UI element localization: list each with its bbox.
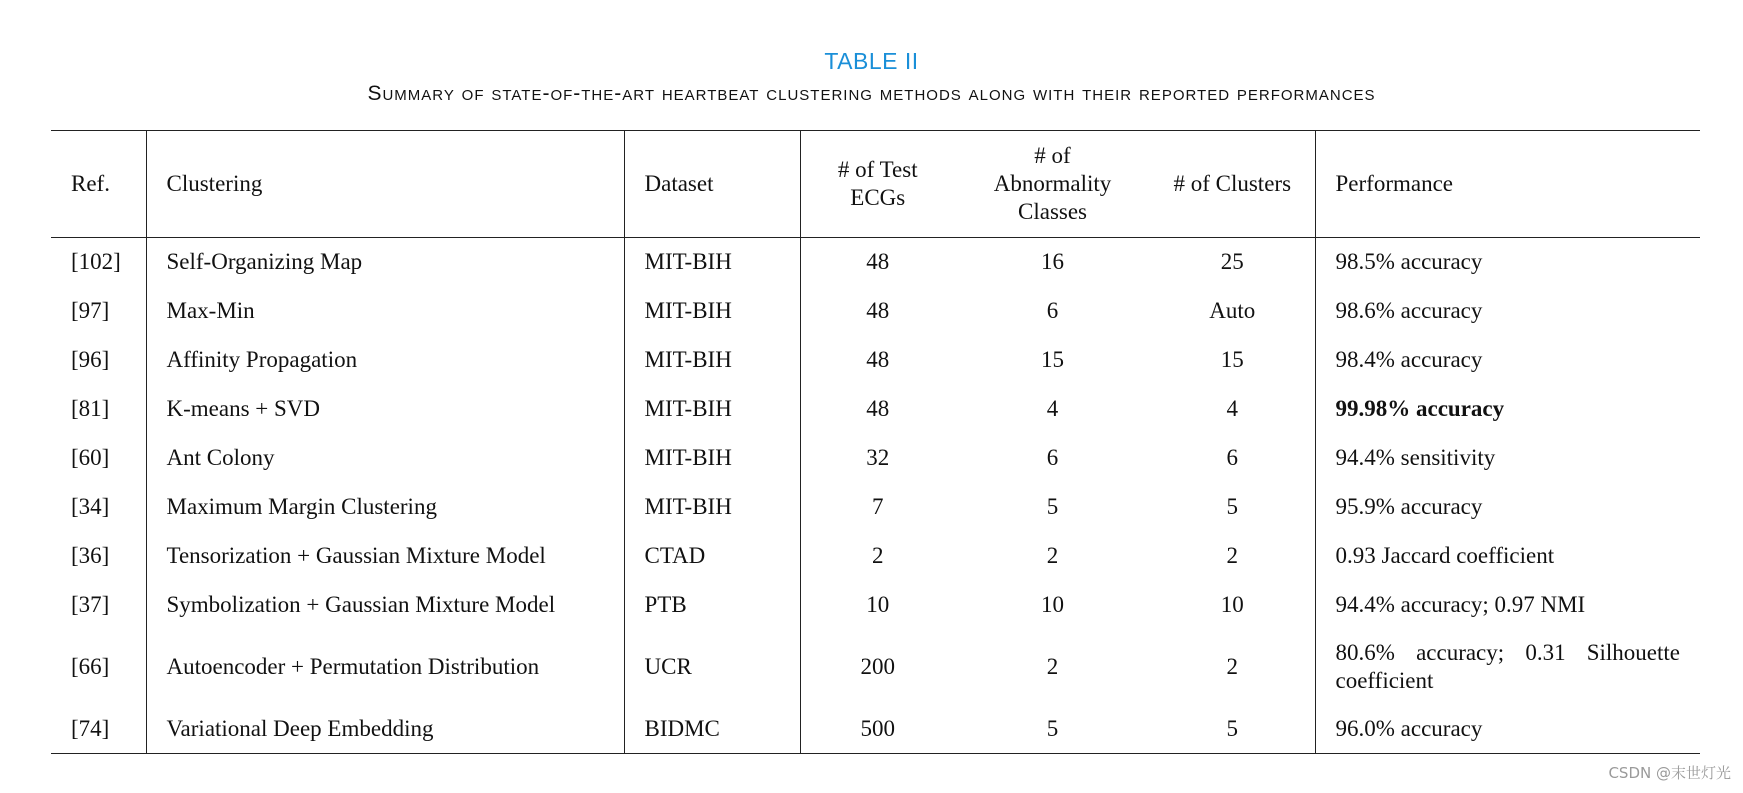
cell-performance-best: 99.98% accuracy xyxy=(1315,385,1700,434)
cell-performance: 80.6% accuracy; 0.31 Silhouette coefficient xyxy=(1315,630,1700,705)
cell-classes: 16 xyxy=(1041,249,1064,275)
cell-ref: [102] xyxy=(71,249,121,275)
cell-classes: 6 xyxy=(1046,298,1059,323)
table-label: TABLE II xyxy=(824,48,919,74)
cell-dataset: MIT-BIH xyxy=(624,434,800,483)
cell-clustering: Affinity Propagation xyxy=(146,336,624,385)
watermark: CSDN @末世灯光 xyxy=(1608,764,1731,782)
cell-clusters: 25 xyxy=(1220,249,1244,275)
cell-test-ecgs: 10 xyxy=(800,581,955,630)
cell-classes: 2 xyxy=(1046,543,1059,568)
cell-dataset: MIT-BIH xyxy=(624,483,800,532)
cell-test-ecgs: 200 xyxy=(800,630,955,705)
cell-test-ecgs: 2 xyxy=(800,532,955,581)
header-performance: Performance xyxy=(1315,131,1700,238)
cell-clustering: Variational Deep Embedding xyxy=(146,705,624,754)
cell-clusters: 5 xyxy=(1150,705,1315,754)
cell-performance: 98.5% accuracy xyxy=(1315,238,1700,287)
cell-dataset: UCR xyxy=(624,630,800,705)
header-ref: Ref. xyxy=(51,131,146,238)
cell-performance: 94.4% sensitivity xyxy=(1315,434,1700,483)
cell-clusters: 6 xyxy=(1226,445,1238,470)
table-row xyxy=(51,581,1700,630)
cell-test-ecgs: 48 xyxy=(800,385,955,434)
header-abnormality-classes: # of Abnormality Classes xyxy=(955,131,1150,238)
cell-ref: [66] xyxy=(71,654,110,679)
cell-ref: [34] xyxy=(71,494,110,519)
cell-ref: [96] xyxy=(71,347,110,372)
cell-ref: [81] xyxy=(71,396,110,421)
cell-classes: 6 xyxy=(1046,445,1059,470)
cell-test-ecgs: 32 xyxy=(800,434,955,483)
cell-clustering: Maximum Margin Clustering xyxy=(146,483,624,532)
cell-performance: 96.0% accuracy xyxy=(1315,705,1700,754)
cell-ref: [60] xyxy=(71,445,110,470)
table-row xyxy=(51,385,1700,434)
cell-clusters: 2 xyxy=(1226,543,1238,568)
table-row xyxy=(51,238,1700,287)
table-row xyxy=(51,630,1700,705)
header-clustering: Clustering xyxy=(146,131,624,238)
cell-test-ecgs: 48 xyxy=(800,238,955,287)
cell-classes: 4 xyxy=(1046,396,1059,421)
cell-clustering: K-means + SVD xyxy=(146,385,624,434)
cell-clustering: Autoencoder + Permutation Distribution xyxy=(146,630,624,705)
cell-performance: 0.93 Jaccard coefficient xyxy=(1315,532,1700,581)
cell-clusters: Auto xyxy=(1209,298,1256,323)
header-clusters: # of Clusters xyxy=(1150,131,1315,238)
table-row xyxy=(51,705,1700,754)
header-dataset: Dataset xyxy=(624,131,800,238)
table-row xyxy=(51,532,1700,581)
cell-classes: 10 xyxy=(1041,592,1064,617)
cell-ref: [97] xyxy=(71,298,110,323)
cell-performance: 95.9% accuracy xyxy=(1315,483,1700,532)
cell-test-ecgs: 48 xyxy=(800,336,955,385)
table-row xyxy=(51,287,1700,336)
cell-performance: 98.6% accuracy xyxy=(1315,287,1700,336)
table-row xyxy=(51,336,1700,385)
cell-clustering: Max-Min xyxy=(146,287,624,336)
cell-clustering: Self-Organizing Map xyxy=(146,238,624,287)
cell-ref: [36] xyxy=(71,543,110,568)
table-row xyxy=(51,434,1700,483)
cell-dataset: MIT-BIH xyxy=(624,238,800,287)
cell-dataset: BIDMC xyxy=(624,705,800,754)
cell-dataset: MIT-BIH xyxy=(624,385,800,434)
cell-dataset: CTAD xyxy=(624,532,800,581)
cell-clustering: Tensorization + Gaussian Mixture Model xyxy=(146,532,624,581)
cell-clusters: 15 xyxy=(1220,347,1244,372)
cell-test-ecgs: 48 xyxy=(800,287,955,336)
cell-classes: 15 xyxy=(1041,347,1064,372)
summary-table xyxy=(51,130,1700,754)
cell-dataset: PTB xyxy=(624,581,800,630)
table-caption: Summary of state-of-the-art heartbeat clustering methods along with their reported performances xyxy=(367,82,1376,105)
cell-performance: 94.4% accuracy; 0.97 NMI xyxy=(1315,581,1700,630)
cell-performance: 98.4% accuracy xyxy=(1315,336,1700,385)
cell-dataset: MIT-BIH xyxy=(624,336,800,385)
cell-ref: [37] xyxy=(71,592,110,617)
cell-clustering: Ant Colony xyxy=(146,434,624,483)
cell-clusters: 2 xyxy=(1226,654,1238,679)
cell-clusters: 10 xyxy=(1220,592,1244,617)
cell-clusters: 4 xyxy=(1226,396,1238,421)
cell-clusters: 5 xyxy=(1226,494,1238,519)
header-test-ecgs: # of Test ECGs xyxy=(800,131,955,238)
cell-classes: 2 xyxy=(1046,654,1059,679)
cell-ref: [74] xyxy=(51,705,146,754)
cell-test-ecgs: 500 xyxy=(800,705,955,754)
cell-clustering: Symbolization + Gaussian Mixture Model xyxy=(146,581,624,630)
cell-classes: 5 xyxy=(955,705,1150,754)
cell-test-ecgs: 7 xyxy=(800,483,955,532)
header-row xyxy=(51,131,1700,238)
cell-dataset: MIT-BIH xyxy=(624,287,800,336)
cell-classes: 5 xyxy=(1046,494,1059,519)
table-row xyxy=(51,483,1700,532)
